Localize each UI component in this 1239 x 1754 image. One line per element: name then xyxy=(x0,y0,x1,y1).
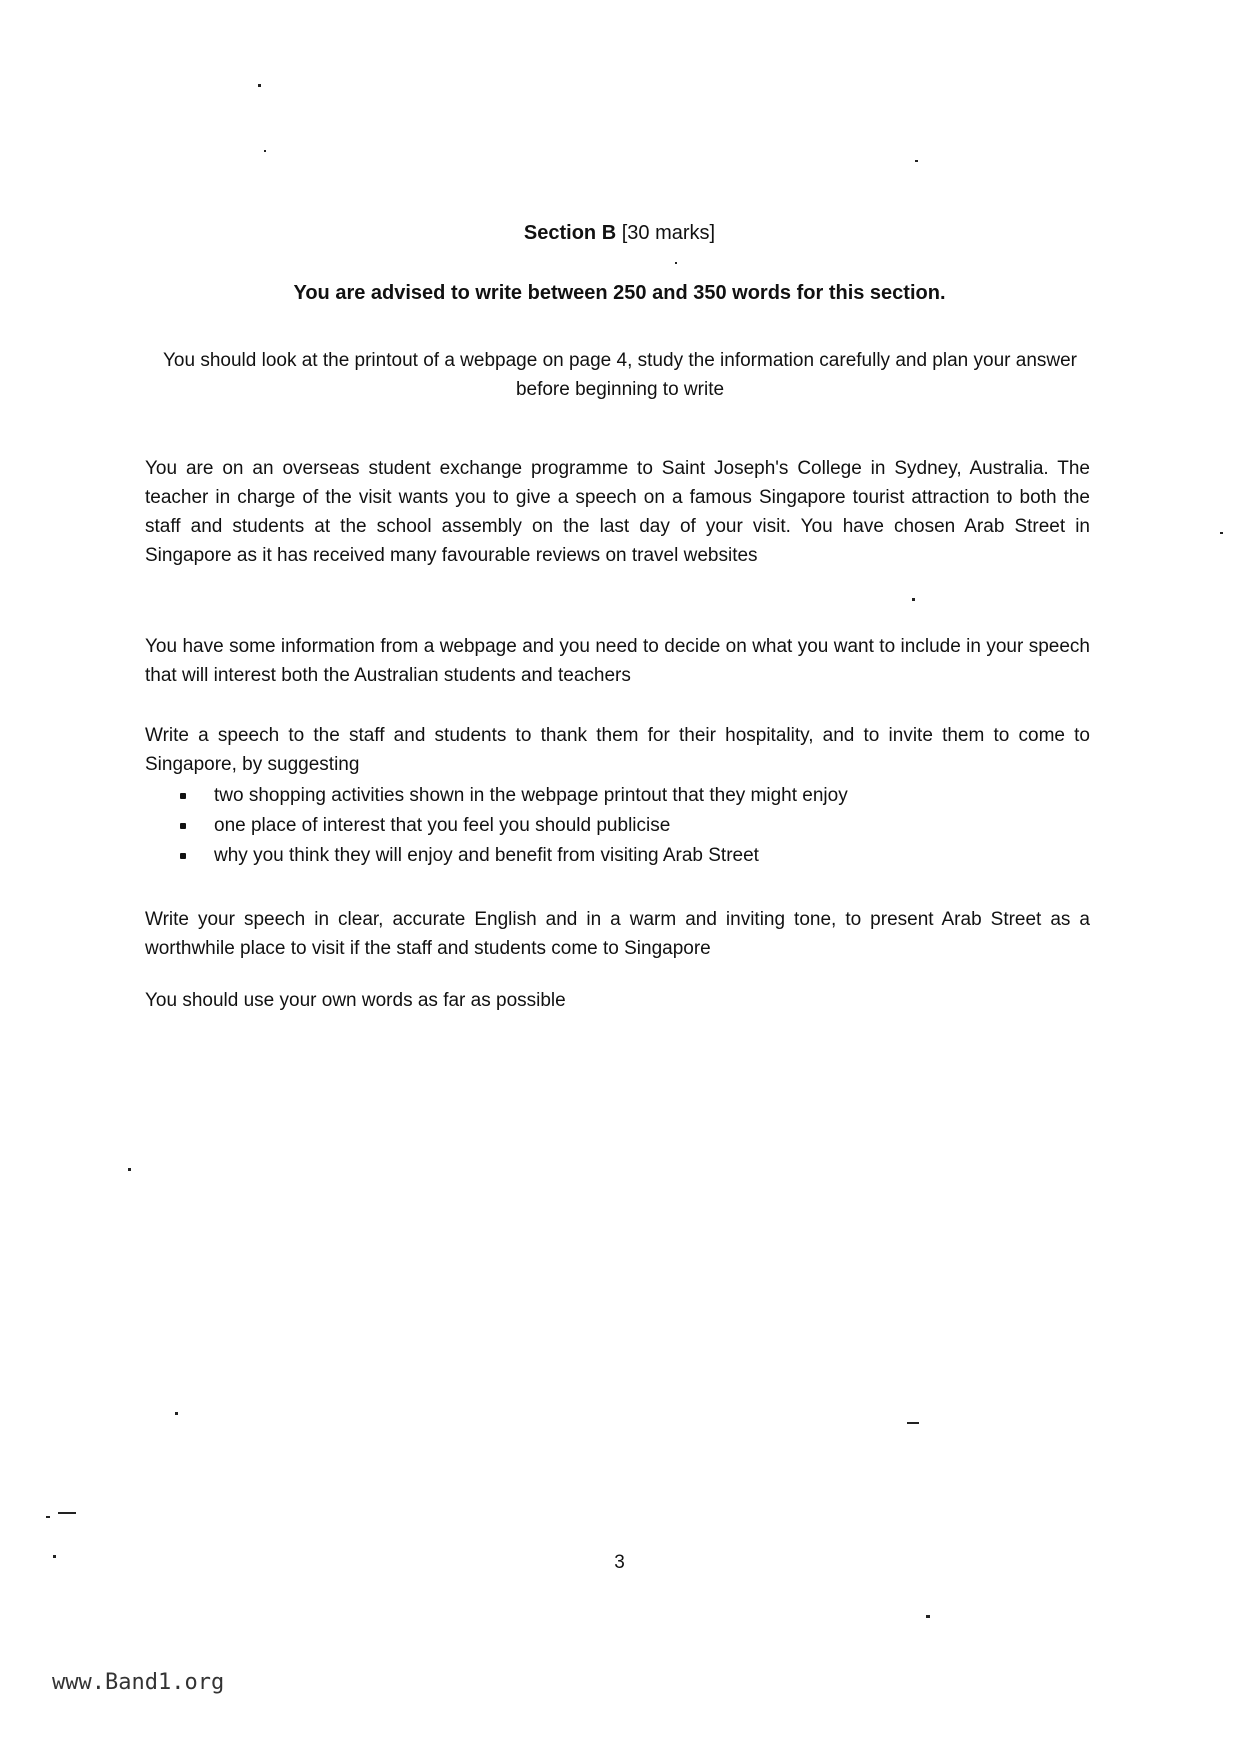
word-count-advice: You are advised to write between 250 and 350 words for this section. xyxy=(293,282,946,304)
scan-speck xyxy=(675,262,677,264)
scan-speck xyxy=(912,598,915,601)
task-bullet-list xyxy=(180,781,1080,871)
instruction-paragraph: You should look at the printout of a webpage on page 4, study the information carefully and plan your answer before beginning to write xyxy=(162,350,1077,400)
page-number: 3 xyxy=(614,1552,625,1573)
info-paragraph: You have some information from a webpage and you need to decide on what you want to include in your speech that will interest both the Australian students and teachers xyxy=(145,636,1090,686)
own-words-paragraph: You should use your own words as far as possible xyxy=(145,990,566,1011)
scan-speck xyxy=(175,1412,178,1415)
scan-speck xyxy=(46,1516,50,1518)
list-item: one place of interest that you feel you should publicise xyxy=(180,811,1080,841)
scan-speck xyxy=(53,1555,56,1558)
scan-speck xyxy=(1220,532,1223,534)
list-item: two shopping activities shown in the webpage printout that they might enjoy xyxy=(180,781,1080,811)
scan-speck xyxy=(264,150,266,152)
scan-speck xyxy=(915,160,918,162)
scan-speck xyxy=(926,1615,930,1618)
section-heading xyxy=(0,222,1239,245)
section-marks: [30 marks] xyxy=(621,222,716,244)
watermark: www.Band1.org xyxy=(52,1670,225,1695)
section-title: Section B xyxy=(523,222,617,244)
scan-speck xyxy=(907,1422,919,1424)
list-item: why you think they will enjoy and benefit from visiting Arab Street xyxy=(180,841,1080,871)
style-paragraph: Write your speech in clear, accurate English and in a warm and inviting tone, to present Arab Street as a worthwhile place to visit if the staff and students come to Singapore xyxy=(145,909,1090,959)
scan-speck xyxy=(58,1512,76,1514)
scenario-paragraph: You are on an overseas student exchange programme to Saint Joseph's College in Sydney, Australia. The teacher in charge of the visit wants you to give a speech on a famous Singapore tourist attraction to both the staff and students at the school assembly on the last day of your visit. You have chosen Arab Street in Singapore as it has received many favourable reviews on travel websites xyxy=(145,458,1090,566)
task-paragraph: Write a speech to the staff and students to thank them for their hospitality, and to invite them to come to Singapore, by suggesting xyxy=(145,725,1090,775)
scan-speck xyxy=(258,84,261,87)
scan-speck xyxy=(128,1168,131,1171)
